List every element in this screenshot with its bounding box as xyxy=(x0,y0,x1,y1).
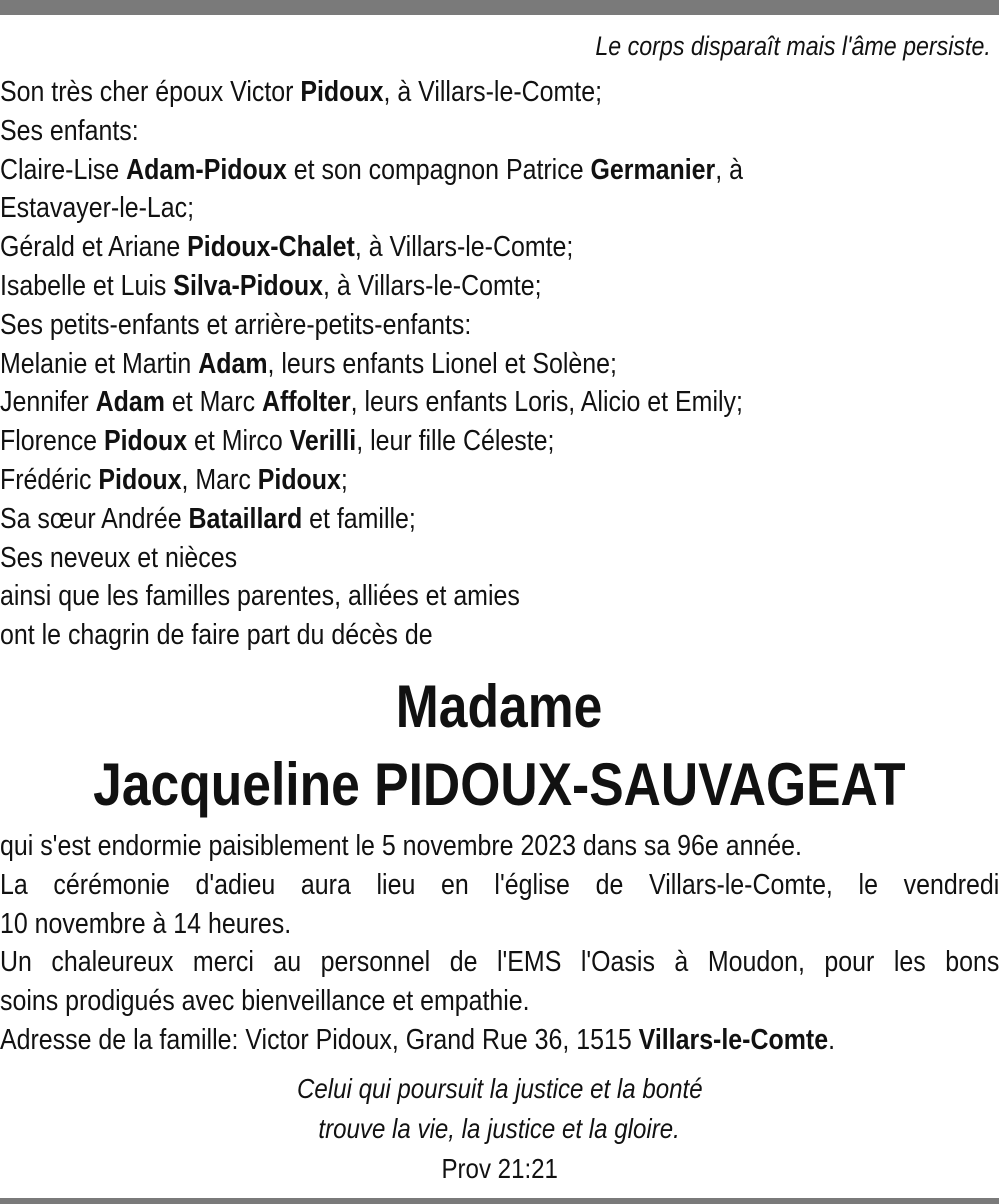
details-block xyxy=(0,827,999,1060)
family-line xyxy=(0,500,998,539)
family-text: , à Villars-le-Comte; xyxy=(354,231,574,264)
family-line xyxy=(0,577,998,616)
family-line xyxy=(0,228,998,267)
family-line xyxy=(0,112,998,151)
verse-line-1: Celui qui poursuit la justice et la bonté xyxy=(296,1073,703,1104)
family-line xyxy=(0,616,998,655)
family-surname: Adam-Pidoux xyxy=(126,153,287,186)
family-text: , Marc xyxy=(181,463,258,496)
family-text: , leurs enfants Loris, Alicio et Emily; xyxy=(350,386,743,419)
family-line xyxy=(0,189,998,228)
family-text: , à Villars-le-Comte; xyxy=(383,76,603,108)
family-line xyxy=(0,267,998,306)
family-text: , à xyxy=(715,153,743,186)
ceremony-line-1: La cérémonie d'adieu aura lieu en l'église de Villars-le-Comte, le vendredi xyxy=(0,868,999,901)
family-address: Adresse de la famille: Victor Pidoux, Grand Rue 36, 1515 Villars-le-Comte. xyxy=(0,1023,836,1056)
ceremony-line-2: 10 novembre à 14 heures. xyxy=(0,907,292,940)
verse-reference: Prov 21:21 xyxy=(441,1153,558,1184)
verse-line-2: trouve la vie, la justice et la gloire. xyxy=(318,1113,681,1144)
family-text: , leur fille Céleste; xyxy=(356,425,555,458)
address-town: Villars-le-Comte xyxy=(638,1023,829,1056)
family-surname: Pidoux-Chalet xyxy=(187,231,355,264)
family-text: ainsi que les familles parentes, alliées et amies xyxy=(0,580,520,613)
family-text: et Mirco xyxy=(187,425,290,458)
family-text: Florence xyxy=(0,425,104,458)
family-text: ; xyxy=(340,463,348,496)
family-text: Gérald et Ariane xyxy=(0,231,188,264)
top-rule xyxy=(0,0,999,15)
death-notice: qui s'est endormie paisiblement le 5 novembre 2023 dans sa 96e année. xyxy=(0,830,802,862)
family-text: Ses neveux et nièces xyxy=(0,541,238,574)
family-text: Ses petits-enfants et arrière-petits-enfants: xyxy=(0,308,472,341)
deceased-name: Jacqueline PIDOUX-SAUVAGEAT xyxy=(93,751,906,818)
family-text: ont le chagrin de faire part du décès de xyxy=(0,619,433,652)
thanks-line-2: soins prodigués avec bienveillance et empathie. xyxy=(0,985,530,1018)
family-text: Sa sœur Andrée xyxy=(0,502,189,535)
epigraph: Le corps disparaît mais l'âme persiste. xyxy=(595,31,991,61)
closing-verse xyxy=(0,1069,999,1189)
family-line xyxy=(0,345,998,384)
family-surname: Pidoux xyxy=(98,463,182,496)
family-text: et son compagnon Patrice xyxy=(286,153,591,186)
family-surname: Bataillard xyxy=(188,502,303,535)
family-text: Melanie et Martin xyxy=(0,347,199,380)
family-text: Isabelle et Luis xyxy=(0,269,174,302)
family-surname: Adam xyxy=(95,386,165,419)
family-text: Ses enfants: xyxy=(0,114,139,147)
family-list xyxy=(0,73,998,655)
honorific: Madame xyxy=(396,673,603,740)
family-line xyxy=(0,383,998,422)
family-surname: Adam xyxy=(198,347,268,380)
family-text: Frédéric xyxy=(0,463,99,496)
family-line xyxy=(0,539,998,578)
family-surname: Silva-Pidoux xyxy=(173,269,323,302)
family-line xyxy=(0,461,998,500)
family-line xyxy=(0,151,998,190)
family-surname: Pidoux xyxy=(257,463,341,496)
family-text: Son très cher époux Victor xyxy=(0,76,301,108)
family-text: Estavayer-le-Lac; xyxy=(0,192,195,225)
bottom-rule xyxy=(0,1198,999,1204)
family-surname: Verilli xyxy=(289,425,357,458)
family-surname: Pidoux xyxy=(103,425,188,458)
thanks-line-1: Un chaleureux merci au personnel de l'EMS l'Oasis à Moudon, pour les bons xyxy=(0,946,999,979)
family-line xyxy=(0,306,998,345)
family-surname: Pidoux xyxy=(300,76,384,108)
family-line xyxy=(0,422,998,461)
family-text: Claire-Lise xyxy=(0,153,127,186)
deceased-block xyxy=(0,674,999,818)
family-line xyxy=(0,73,998,112)
family-text: Jennifer xyxy=(0,386,96,419)
family-text: , leurs enfants Lionel et Solène; xyxy=(267,347,617,380)
family-text: , à Villars-le-Comte; xyxy=(322,269,542,302)
family-surname: Affolter xyxy=(261,386,351,419)
family-text: et famille; xyxy=(302,502,416,535)
family-surname: Germanier xyxy=(590,153,716,186)
family-text: et Marc xyxy=(164,386,262,419)
